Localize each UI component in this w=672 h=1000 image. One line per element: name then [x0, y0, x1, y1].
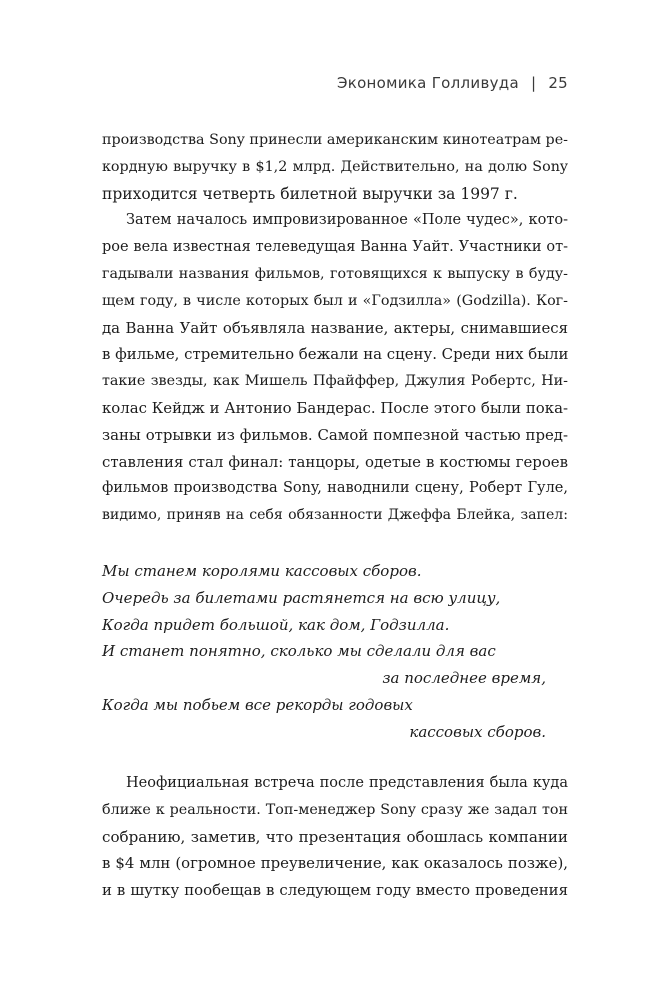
text-line: в фильме, стремительно бежали на сцену. Среди них были: [102, 345, 569, 364]
text-line: производства Sony принесли американским кинотеатрам ре-: [102, 132, 568, 148]
text-line: в $4 млн (огромное преувеличение, как оказалось позже),: [102, 854, 568, 873]
text-line: и в шутку пообещав в следующем году вместо проведения: [102, 881, 568, 900]
text-line: заны отрывки из фильмов. Самой помпезной частью пред-: [102, 425, 568, 444]
text-line: рое вела известная телеведущая Ванна Уайт. Участники от-: [102, 239, 568, 256]
verse-line: Очередь за билетами растянется на всю улицу,: [102, 588, 501, 607]
text-line: приходится четверть билетной выручки за 1997 г.: [102, 184, 518, 203]
verse-line: И станет понятно, сколько мы сделали для вас: [102, 642, 496, 661]
text-line: да Ванна Уайт объявляла название, актеры, снимавшиеся: [102, 318, 568, 337]
text-line: Неофициальная встреча после представления была куда: [126, 775, 568, 791]
text-line: видимо, приняв на себя обязанности Джеффа Блейка, запел:: [102, 507, 568, 524]
main-text: [102, 127, 568, 529]
section-title: Экономика Голливуда: [336, 74, 519, 92]
page-number: 25: [548, 74, 568, 92]
text-line: собранию, заметив, что презентация обошлась компании: [102, 827, 568, 846]
main-text-continued: [102, 770, 568, 904]
song-verse: [102, 558, 568, 746]
text-line: ближе к реальности. Топ-менеджер Sony сразу же задал тон: [102, 801, 568, 818]
verse-line-continuation: кассовых сборов.: [409, 722, 546, 741]
running-header: [337, 74, 568, 92]
text-line: фильмов производства Sony, наводнили сцену, Роберт Гуле,: [102, 480, 568, 497]
header-separator: |: [530, 74, 537, 92]
verse-line: Когда придет большой, как дом, Годзилла.: [102, 615, 450, 634]
text-line: щем году, в числе которых был и «Годзилла» (Godzilla). Ког-: [102, 292, 568, 309]
verse-line: Когда мы побьем все рекорды годовых: [102, 695, 413, 714]
verse-line-continuation: за последнее время,: [382, 669, 546, 688]
text-line: гадывали названия фильмов, готовящихся к выпуску в буду-: [102, 265, 568, 282]
text-line: кордную выручку в $1,2 млрд. Действительно, на долю Sony: [102, 158, 568, 175]
verse-line: Мы станем королями кассовых сборов.: [102, 562, 422, 580]
text-line: такие звезды, как Мишель Пфайффер, Джулия Робертс, Ни-: [102, 373, 568, 390]
text-line: колас Кейдж и Антонио Бандерас. После этого были пока-: [102, 398, 568, 417]
text-line: ставления стал финал: танцоры, одетые в костюмы героев: [102, 452, 568, 471]
text-line: Затем началось импровизированное «Поле чудес», кото-: [126, 212, 568, 229]
